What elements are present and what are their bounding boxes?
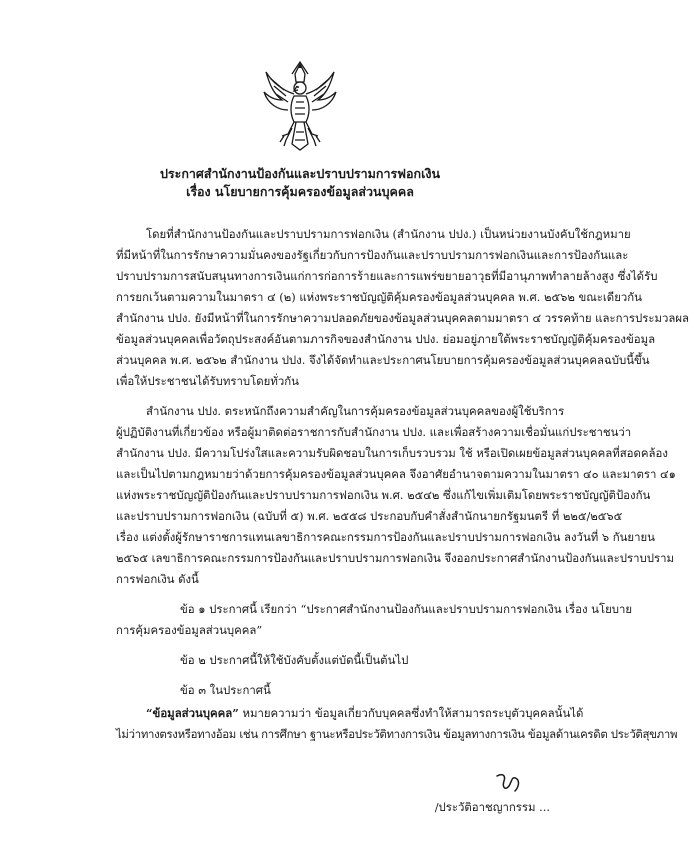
handwritten-initial-icon	[492, 771, 524, 795]
paragraph-2-line: และเป็นไปตามกฎหมายว่าด้วยการคุ้มครองข้อมูลส่วนบุคคล จึงอาศัยอำนาจตามความในมาตรา ๔๐ และมาตรา ๔๑	[116, 467, 676, 481]
definition-line	[146, 706, 584, 720]
paragraph-1-line: ที่มีหน้าที่ในการรักษาความมั่นคงของรัฐเกี่ยวกับการป้องกันและปราบปรามการฟอกเงินและการป้องกันและ	[116, 248, 629, 262]
paragraph-1-line: สำนักงาน ปปง. ยังมีหน้าที่ในการรักษาความปลอดภัยของข้อมูลส่วนบุคคลตามมาตรา ๔ วรรคท้าย และการประมวลผล	[116, 311, 689, 325]
paragraph-1-line: ข้อมูลส่วนบุคคลเพื่อวัตถุประสงค์อันตามภารกิจของสำนักงาน ปปง. ย่อมอยู่ภายใต้พระราชบัญญัติคุ้มครองข้อมูล	[116, 332, 656, 346]
paragraph-2-line: และปราบปรามการฟอกเงิน (ฉบับที่ ๕) พ.ศ. ๒๕๕๘ ประกอบกับคำสั่งสำนักนายกรัฐมนตรี ที่ ๒๒๕/๒๕๖๕	[116, 509, 623, 523]
paragraph-2-line: สำนักงาน ปปง. มีความโปร่งใสและความรับผิดชอบในการเก็บรวบรวม ใช้ หรือเปิดเผยข้อมูลส่วนบุคคลที่สอดคล้อง	[116, 446, 668, 460]
paragraph-1-line: ปราบปรามการสนับสนุนทางการเงินแก่การก่อการร้ายและการแพร่ขยายอาวุธที่มีอานุภาพทำลายล้างสูง ซึ่งได้รับ	[116, 269, 658, 283]
clause-2: ข้อ ๒ ประกาศนี้ให้ใช้บังคับตั้งแต่บัดนี้เป็นต้นไป	[180, 653, 409, 667]
paragraph-2-line: การฟอกเงิน ดังนี้	[116, 572, 199, 586]
paragraph-1-line: ส่วนบุคคล พ.ศ. ๒๕๖๒ สำนักงาน ปปง. จึงได้จัดทำและประกาศนโยบายการคุ้มครองข้อมูลส่วนบุคคลฉบับนี้ขึ้น	[116, 353, 650, 367]
document-title: ประกาศสำนักงานป้องกันและปราบปรามการฟอกเงิน	[159, 166, 441, 181]
paragraph-2-line: ผู้ปฏิบัติงานที่เกี่ยวข้อง หรือผู้มาติดต่อราชการกับสำนักงาน ปปง. และเพื่อสร้างความเชื่อมั่นแก่ประชาชนว่า	[116, 425, 632, 439]
paragraph-2-line: ๒๕๖๕ เลขาธิการคณะกรรมการป้องกันและปราบปรามการฟอกเงิน จึงออกประกาศสำนักงานป้องกันและปราบปราม	[116, 551, 675, 565]
garuda-emblem-icon	[262, 60, 338, 152]
paragraph-1-line: การยกเว้นตามความในมาตรา ๔ (๒) แห่งพระราชบัญญัติคุ้มครองข้อมูลส่วนบุคคล พ.ศ. ๒๕๖๒ ขณะเดียวกัน	[116, 290, 642, 304]
definition-text: หมายความว่า ข้อมูลเกี่ยวกับบุคคลซึ่งทำให้สามารถระบุตัวบุคคลนั้นได้	[242, 706, 584, 720]
definition-term: “ข้อมูลส่วนบุคคล”	[146, 706, 239, 720]
paragraph-2-line: สำนักงาน ปปง. ตระหนักถึงความสำคัญในการคุ้มครองข้อมูลส่วนบุคคลของผู้ใช้บริการ	[146, 404, 565, 418]
clause-3: ข้อ ๓ ในประกาศนี้	[180, 683, 271, 697]
clause-1-line: ข้อ ๑ ประกาศนี้ เรียกว่า “ประกาศสำนักงานป้องกันและปราบปรามการฟอกเงิน เรื่อง นโยบาย	[180, 602, 633, 616]
document-subject: เรื่อง นโยบายการคุ้มครองข้อมูลส่วนบุคคล	[186, 184, 414, 199]
page-continuation: /ประวัติอาชญากรรม ...	[434, 800, 550, 814]
paragraph-2-line: แห่งพระราชบัญญัติป้องกันและปราบปรามการฟอกเงิน พ.ศ. ๒๕๔๒ ซึ่งแก้ไขเพิ่มเติมโดยพระราชบัญญัติป้องกัน	[116, 488, 651, 502]
clause-1-line: การคุ้มครองข้อมูลส่วนบุคคล”	[116, 623, 263, 637]
paragraph-1-line: โดยที่สำนักงานป้องกันและปราบปรามการฟอกเงิน (สำนักงาน ปปง.) เป็นหน่วยงานบังคับใช้กฎหมาย	[146, 227, 631, 241]
definition-line: ไม่ว่าทางตรงหรือทางอ้อม เช่น การศึกษา ฐานะหรือประวัติทางการเงิน ข้อมูลทางการเงิน ข้อมูลด้านเครดิต ประวัติสุขภาพ	[116, 727, 678, 741]
paragraph-2-line: เรื่อง แต่งตั้งผู้รักษาราชการแทนเลขาธิการคณะกรรมการป้องกันและปราบปรามการฟอกเงิน ลงวันที่ ๖ กันยายน	[116, 530, 655, 544]
paragraph-1-line: เพื่อให้ประชาชนได้รับทราบโดยทั่วกัน	[116, 374, 299, 388]
